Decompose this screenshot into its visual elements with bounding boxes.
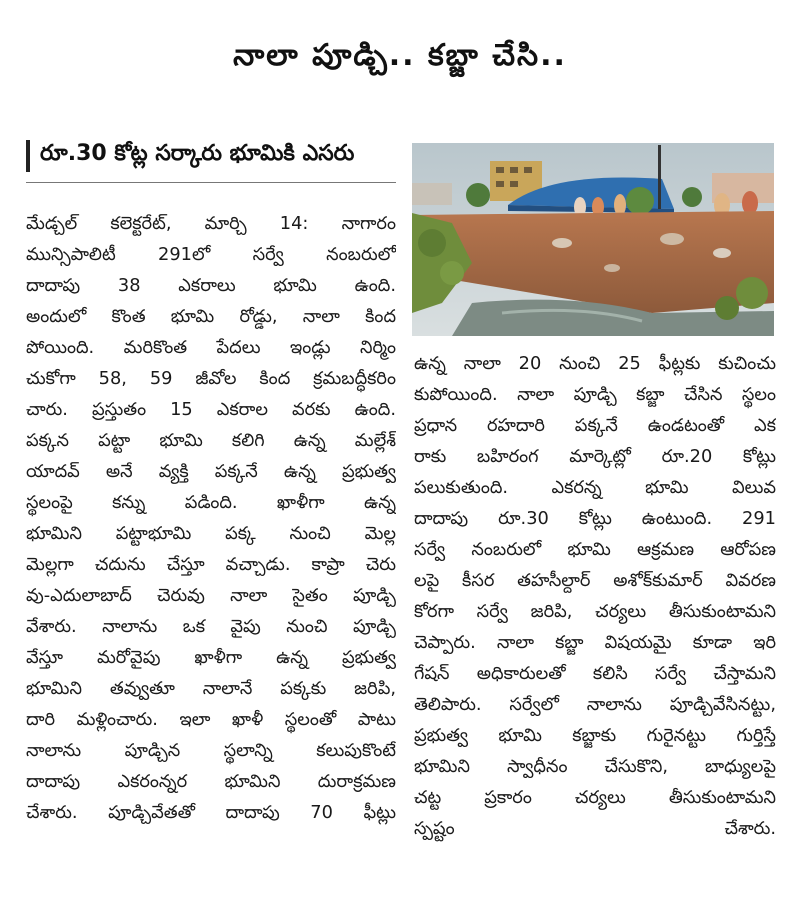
article-text-line: ప్రధాన రహదారి పక్కనే ఉండటంతో ఎక bbox=[414, 415, 776, 436]
article-text-line: భూమిని పట్టాభూమి పక్క నుంచి మెల్ల bbox=[26, 523, 396, 544]
article-text-line: చేశారు. పూడ్చివేతతో దాదాపు 70 ఫీట్లు bbox=[26, 802, 396, 823]
article-text-line: కుపోయింది. నాలా పూడ్చి కబ్జా చేసిన స్థలం bbox=[414, 384, 776, 405]
article-text-line: పోయింది. మరికొంత పేదలు ఇండ్లు నిర్మిం bbox=[26, 337, 396, 358]
article-text-line: చుకోగా 58, 59 జీవోల కింద క్రమబద్ధీకరిం bbox=[26, 368, 396, 389]
article-text-line: ప్రభుత్వ భూమి కబ్జాకు గురైనట్టు గుర్తిస్తే bbox=[414, 725, 776, 746]
article-text-line: పక్కన పట్టా భూమి కలిగి ఉన్న మల్లేశ్ bbox=[26, 430, 396, 451]
article-text-line: రాకు బహిరంగ మార్కెట్లో రూ.20 కోట్లు bbox=[414, 446, 776, 467]
article-text-line: ఉన్న నాలా 20 నుంచి 25 ఫీట్లకు కుచించు bbox=[414, 353, 776, 374]
article-text-line: తెలిపారు. సర్వేలో నాలాను పూడ్చివేసినట్టు, bbox=[414, 694, 776, 715]
article-text-line: భూమిని స్వాధీనం చేసుకొని, బాధ్యులపై bbox=[414, 756, 776, 777]
headline: నాలా పూడ్చి.. కబ్జా చేసి.. bbox=[233, 38, 567, 73]
article-column-right bbox=[414, 348, 776, 844]
article-text-line: కోరగా సర్వే జరిపి, చర్యలు తీసుకుంటామని bbox=[414, 601, 776, 622]
article-text-line: గేషన్ అధికారులతో కలిసి సర్వే చేస్తామని bbox=[414, 663, 776, 684]
article-column-left bbox=[26, 208, 396, 828]
article-text-line: చారు. ప్రస్తుతం 15 ఎకరాల వరకు ఉంది. bbox=[26, 399, 396, 420]
article-text-line: స్థలంపై కన్ను పడింది. ఖాళీగా ఉన్న bbox=[26, 492, 396, 513]
article-text-line: దాదాపు 38 ఎకరాలు భూమి ఉంది. bbox=[26, 275, 396, 296]
article-text-line: యాదవ్ అనే వ్యక్తి పక్కనే ఉన్న ప్రభుత్వ bbox=[26, 461, 396, 482]
article-text-line: అందులో కొంత భూమి రోడ్డు, నాలా కింద bbox=[26, 306, 396, 327]
article-text-line: దాదాపు రూ.30 కోట్లు ఉంటుంది. 291 bbox=[414, 508, 776, 529]
article-text-line: మేడ్చల్ కలెక్టరేట్, మార్చి 14: నాగారం bbox=[26, 213, 396, 234]
subheadline-block bbox=[26, 140, 396, 172]
news-photo bbox=[412, 143, 774, 336]
article-text-line: వు-ఎదులాబాద్ చెరువు నాలా సైతం పూడ్చి bbox=[26, 585, 396, 606]
article-text-line: మెల్లగా చదును చేస్తూ వచ్చాడు. కాప్రా చెరు bbox=[26, 554, 396, 575]
subheadline-marker bbox=[26, 140, 30, 172]
article-text-line: చెప్పారు. నాలా కబ్జా విషయమై కూడా ఇరి bbox=[414, 632, 776, 653]
article-text-line: స్పష్టం చేశారు. bbox=[414, 818, 776, 839]
article-text-line: దాదాపు ఎకరంన్నర భూమిని దురాక్రమణ bbox=[26, 771, 396, 792]
article-text-line: మున్సిపాలిటీ 291లో సర్వే నంబరులో bbox=[26, 244, 396, 265]
article-text-line: చట్ట ప్రకారం చర్యలు తీసుకుంటామని bbox=[414, 787, 776, 808]
article-text-line: నాలాను పూడ్చిన స్థలాన్ని కలుపుకొంటే bbox=[26, 740, 396, 761]
article-text-line: సర్వే నంబరులో భూమి ఆక్రమణ ఆరోపణ bbox=[414, 539, 776, 560]
article-text-line: వేస్తూ మరోవైపు ఖాళీగా ఉన్న ప్రభుత్వ bbox=[26, 647, 396, 668]
article-text-line: లపై కీసర తహసీల్దార్ అశోక్‌కుమార్ వివరణ bbox=[414, 570, 776, 591]
article-text-line: వేశారు. నాలాను ఒక వైపు నుంచి పూడ్చి bbox=[26, 616, 396, 637]
article-text-line: పలుకుతుంది. ఎకరన్న భూమి విలువ bbox=[414, 477, 776, 498]
subheadline: రూ.30 కోట్ల సర్కారు భూమికి ఎసరు bbox=[40, 141, 355, 166]
article-text-line: భూమిని తవ్వుతూ నాలానే పక్కకు జరిపి, bbox=[26, 678, 396, 699]
article-text-line: దారి మళ్లించారు. ఇలా ఖాళీ స్థలంతో పాటు bbox=[26, 709, 396, 730]
subheadline-divider bbox=[26, 182, 396, 183]
